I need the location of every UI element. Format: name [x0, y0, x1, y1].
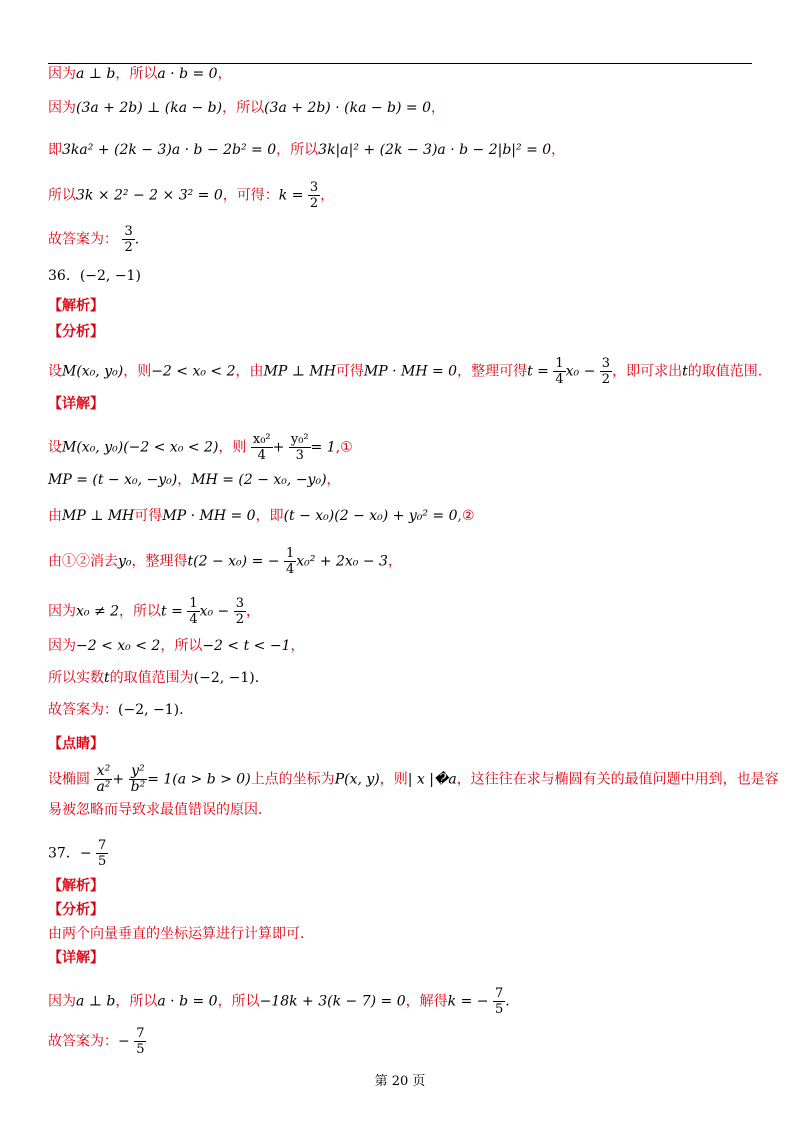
- denominator: 5: [494, 1002, 504, 1017]
- numerator: y₀²: [290, 432, 309, 447]
- text: 可得: [335, 363, 364, 380]
- text: ，所以: [119, 603, 162, 620]
- text: ，由: [235, 363, 264, 380]
- text-line: [48, 546, 402, 577]
- text: 36．: [48, 268, 80, 284]
- text-line: [48, 764, 779, 795]
- fraction: [134, 1026, 146, 1057]
- formula: (−2, −1): [193, 670, 255, 686]
- formula: −18k + 3(k − 7) = 0: [259, 993, 406, 1010]
- text: 上点的坐标为: [250, 771, 335, 788]
- formula: x₀ −: [199, 603, 230, 620]
- numerator: 3: [235, 596, 245, 611]
- formula: x₀ ≠ 2: [76, 603, 120, 620]
- formula: MP ⊥ MH: [263, 363, 336, 380]
- formula: a · b = 0: [157, 993, 218, 1010]
- fraction: [493, 986, 505, 1017]
- numerator: 1: [555, 356, 564, 371]
- formula: x₀² + 2x₀ − 3: [296, 553, 388, 570]
- formula: k = −: [447, 993, 489, 1010]
- operator: −: [79, 845, 92, 862]
- fraction: [308, 180, 320, 211]
- formula: a · b = 0: [157, 66, 218, 82]
- numerator: 3: [309, 180, 319, 195]
- text-line: [48, 986, 510, 1017]
- text: 设: [48, 363, 62, 380]
- text-line: 由两个向量垂直的坐标运算进行计算即可.: [48, 926, 305, 942]
- formula: 3k × 2² − 2 × 3² = 0: [76, 187, 223, 204]
- text: 的取值范围.: [687, 363, 763, 380]
- text: ，所以: [115, 993, 158, 1010]
- text: ，: [431, 100, 446, 116]
- text: ，: [290, 638, 305, 654]
- text-line: [48, 98, 445, 118]
- formula: t =: [161, 603, 183, 620]
- denominator: 4: [285, 562, 295, 577]
- section-label: 【点睛】: [48, 736, 104, 752]
- text: ，: [551, 142, 566, 158]
- text: ，: [326, 472, 341, 488]
- text: ，则: [218, 439, 247, 456]
- text: 因为: [48, 66, 76, 82]
- formula: t(2 − x₀) = −: [187, 553, 280, 570]
- text: 即: [48, 142, 62, 158]
- formula: a ⊥ b: [76, 66, 116, 82]
- formula: MP ⊥ MH: [62, 508, 135, 524]
- text-line: [48, 668, 259, 688]
- numerator: 3: [601, 356, 611, 371]
- text: ，所以: [217, 993, 260, 1010]
- section-label: 【解析】: [48, 298, 104, 314]
- text-line: [48, 356, 762, 387]
- section-label: 【详解】: [48, 950, 104, 966]
- question-number: [48, 838, 108, 869]
- section-label: 【解析】: [48, 878, 104, 894]
- operator: +: [272, 439, 285, 456]
- fraction: [94, 764, 112, 795]
- variable: t: [104, 670, 110, 686]
- text-line: 易被忽略而导致求最值错误的原因.: [48, 802, 263, 818]
- text: .: [134, 231, 140, 248]
- denominator: 2: [235, 612, 245, 627]
- formula: a ⊥ b: [76, 993, 116, 1010]
- fraction: [187, 596, 199, 627]
- formula: y₀: [118, 553, 132, 570]
- text: ，这往往在求与椭圆有关的最值问题中用到，也是容: [456, 771, 779, 788]
- text: ，: [246, 603, 261, 620]
- fraction: [553, 356, 565, 387]
- formula: MP = (t − x₀, −y₀): [48, 472, 178, 488]
- text: ，: [217, 66, 232, 82]
- text: ，整理得: [131, 553, 188, 570]
- formula: (t − x₀)(2 − x₀) + y₀² = 0: [283, 508, 458, 524]
- text: 37．: [48, 845, 80, 862]
- text: .: [254, 670, 260, 686]
- text: 可得: [134, 508, 163, 524]
- text: ，: [177, 472, 192, 488]
- formula: MP · MH = 0: [363, 363, 458, 380]
- fraction: [129, 764, 148, 795]
- denominator: 2: [601, 372, 611, 387]
- text: ，即可求出: [612, 363, 683, 380]
- formula: P(x, y): [334, 771, 380, 788]
- text-line: [48, 432, 353, 463]
- section-label: 【详解】: [48, 396, 104, 412]
- text: 所以实数: [48, 670, 104, 686]
- numerator: 1: [189, 596, 198, 611]
- text: ，则: [123, 363, 152, 380]
- numerator: 7: [136, 1026, 145, 1041]
- fraction: [96, 838, 108, 869]
- formula: 3k|a|² + (2k − 3)a · b − 2|b|² = 0: [318, 142, 552, 158]
- text: ，所以: [276, 142, 319, 158]
- text: ,②: [457, 508, 475, 524]
- formula: M(x₀, y₀)(−2 < x₀ < 2): [62, 439, 219, 456]
- text: ，所以: [222, 100, 265, 116]
- formula: t =: [527, 363, 549, 380]
- operator: +: [112, 771, 125, 788]
- formula: M(x₀, y₀): [62, 363, 124, 380]
- denominator: 5: [98, 854, 107, 869]
- text-line: [48, 1026, 146, 1057]
- text: 由: [48, 508, 62, 524]
- formula: 3ka² + (2k − 3)a · b − 2b² = 0: [62, 142, 277, 158]
- text: ，可得：: [222, 187, 279, 204]
- numerator: x₀²: [252, 432, 271, 447]
- denominator: a²: [96, 779, 111, 795]
- formula: | x |�a: [407, 771, 457, 788]
- variable: t: [682, 363, 688, 380]
- text-line: [48, 596, 260, 627]
- fraction: [600, 356, 612, 387]
- numerator: 3: [124, 224, 133, 239]
- text: ，: [320, 187, 335, 204]
- formula: −2 < x₀ < 2: [76, 638, 161, 654]
- text-line: [48, 180, 334, 211]
- denominator: 4: [555, 372, 564, 387]
- text: 因为: [48, 100, 76, 116]
- text: 因为: [48, 638, 76, 654]
- numerator: 7: [494, 986, 504, 1001]
- text: .: [179, 702, 184, 718]
- text-line: [48, 224, 139, 255]
- text: ，解得: [405, 993, 448, 1010]
- text-line: [48, 636, 305, 656]
- text: .: [505, 993, 510, 1010]
- text: 因为: [48, 993, 76, 1010]
- text: ，整理可得: [457, 363, 528, 380]
- formula: (3a + 2b) ⊥ (ka − b): [76, 100, 223, 116]
- section-label: 【分析】: [48, 902, 104, 918]
- text-line: [48, 140, 565, 160]
- text: 设: [48, 439, 62, 456]
- text: ，即: [255, 508, 284, 524]
- text-line: [48, 506, 475, 526]
- denominator: 2: [124, 240, 133, 255]
- formula: x₀ −: [565, 363, 596, 380]
- text: ，所以: [160, 638, 203, 654]
- numerator: 1: [285, 546, 295, 561]
- formula: MP · MH = 0: [162, 508, 256, 524]
- operator: −: [118, 1033, 130, 1050]
- text-line: [48, 470, 341, 490]
- fraction: [122, 224, 134, 255]
- question-number: [48, 266, 141, 286]
- text: ，所以: [115, 66, 158, 82]
- formula: = 1(a > b > 0): [147, 771, 251, 788]
- text: 由①②消去: [48, 553, 118, 570]
- numerator: y²: [129, 764, 148, 780]
- formula: −2 < x₀ < 2: [151, 363, 236, 380]
- denominator: b²: [130, 779, 146, 795]
- fraction: [234, 596, 246, 627]
- denominator: 5: [136, 1042, 145, 1057]
- fraction: [289, 432, 311, 463]
- formula: = 1: [310, 439, 336, 456]
- text: 故答案为：: [48, 231, 118, 248]
- text: 的取值范围为: [109, 670, 194, 686]
- text: 故答案为：: [48, 1033, 118, 1050]
- page-number: 第 20 页: [374, 1074, 426, 1089]
- text: ，: [387, 553, 402, 570]
- text: ,①: [335, 439, 353, 456]
- text: 故答案为：: [48, 702, 118, 718]
- numerator: x²: [94, 764, 112, 780]
- denominator: 3: [295, 448, 304, 463]
- denominator: 2: [309, 196, 319, 211]
- fraction: [251, 432, 273, 463]
- text-line: [48, 700, 184, 720]
- denominator: 4: [189, 612, 198, 627]
- text: 设椭圆: [48, 771, 90, 788]
- formula: (−2, −1): [118, 702, 180, 718]
- denominator: 4: [257, 448, 266, 463]
- text: ，则: [379, 771, 408, 788]
- formula: MH = (2 − x₀, −y₀): [191, 472, 327, 488]
- text: 因为: [48, 603, 76, 620]
- fraction: [284, 546, 296, 577]
- text-line: [48, 64, 232, 84]
- section-label: 【分析】: [48, 324, 104, 340]
- formula: −2 < t < −1: [202, 638, 291, 654]
- numerator: 7: [98, 838, 107, 853]
- formula: k =: [278, 187, 304, 204]
- formula: (3a + 2b) · (ka − b) = 0: [264, 100, 432, 116]
- text: 所以: [48, 187, 76, 204]
- answer: (−2, −1): [79, 268, 141, 284]
